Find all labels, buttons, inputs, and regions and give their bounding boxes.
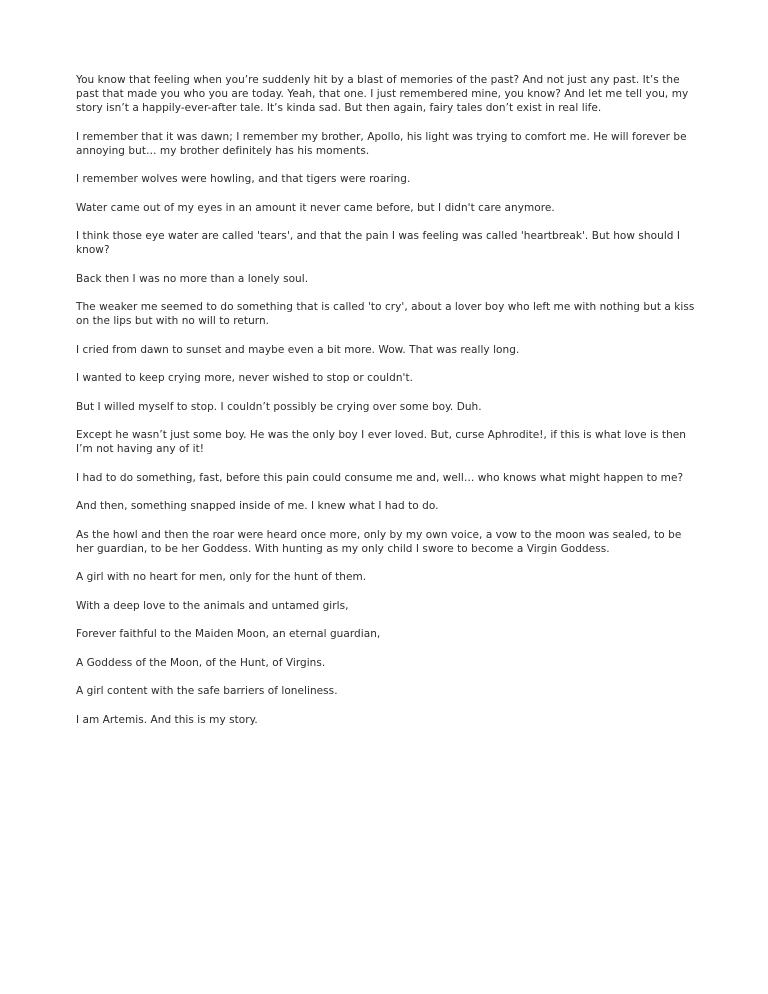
paragraph: A girl with no heart for men, only for the hunt of them. <box>76 571 367 583</box>
paragraph: I cried from dawn to sunset and maybe even a bit more. Wow. That was really long. <box>76 343 520 356</box>
paragraph: I remember wolves were howling, and that tigers were roaring. <box>76 173 411 185</box>
paragraph: A girl content with the safe barriers of loneliness. <box>76 685 338 697</box>
paragraph: Except he wasn’t just some boy. He was the only boy I ever loved. But, curse Aphrodite!, if this is what love is then I’m not having any of it! <box>76 429 687 455</box>
paragraph: Water came out of my eyes in an amount it never came before, but I didn't care anymore. <box>76 201 555 214</box>
paragraph: The weaker me seemed to do something that is called 'to cry', about a lover boy who left me with nothing but a kiss on the lips but with no will to return. <box>76 301 695 327</box>
paragraph: As the howl and then the roar were heard once more, only by my own voice, a vow to the moon was sealed, to be her guardian, to be her Goddess. With hunting as my only child I swore to become a Virgin Goddess. <box>76 528 682 555</box>
paragraph: I think those eye water are called 'tears', and that the pain I was feeling was called 'heartbreak'. But how should I know? <box>76 230 681 256</box>
paragraph: Back then I was no more than a lonely soul. <box>76 272 309 285</box>
paragraph: You know that feeling when you’re suddenly hit by a blast of memories of the past? And not just any past. It’s the past that made you who you are today. Yeah, that one. I just remembered mine, you know? And let me tell you, my story isn’t a happily-ever-after tale. It’s kinda sad. But then again, fairy tales don’t exist in real life. <box>76 74 689 114</box>
paragraph: I am Artemis. And this is my story. <box>76 713 258 726</box>
paragraph: But I willed myself to stop. I couldn’t possibly be crying over some boy. Duh. <box>76 400 482 413</box>
document-body <box>76 73 698 741</box>
paragraph: I remember that it was dawn; I remember my brother, Apollo, his light was trying to comfort me. He will forever be annoying but… my brother definitely has his moments. <box>76 130 687 157</box>
paragraph: Forever faithful to the Maiden Moon, an eternal guardian, <box>76 628 381 640</box>
paragraph: I had to do something, fast, before this pain could consume me and, well… who knows what might happen to me? <box>76 471 684 484</box>
paragraph: And then, something snapped inside of me. I knew what I had to do. <box>76 500 439 512</box>
paragraph: I wanted to keep crying more, never wished to stop or couldn't. <box>76 372 414 384</box>
paragraph: A Goddess of the Moon, of the Hunt, of Virgins. <box>76 656 326 669</box>
paragraph: With a deep love to the animals and untamed girls, <box>76 599 349 612</box>
